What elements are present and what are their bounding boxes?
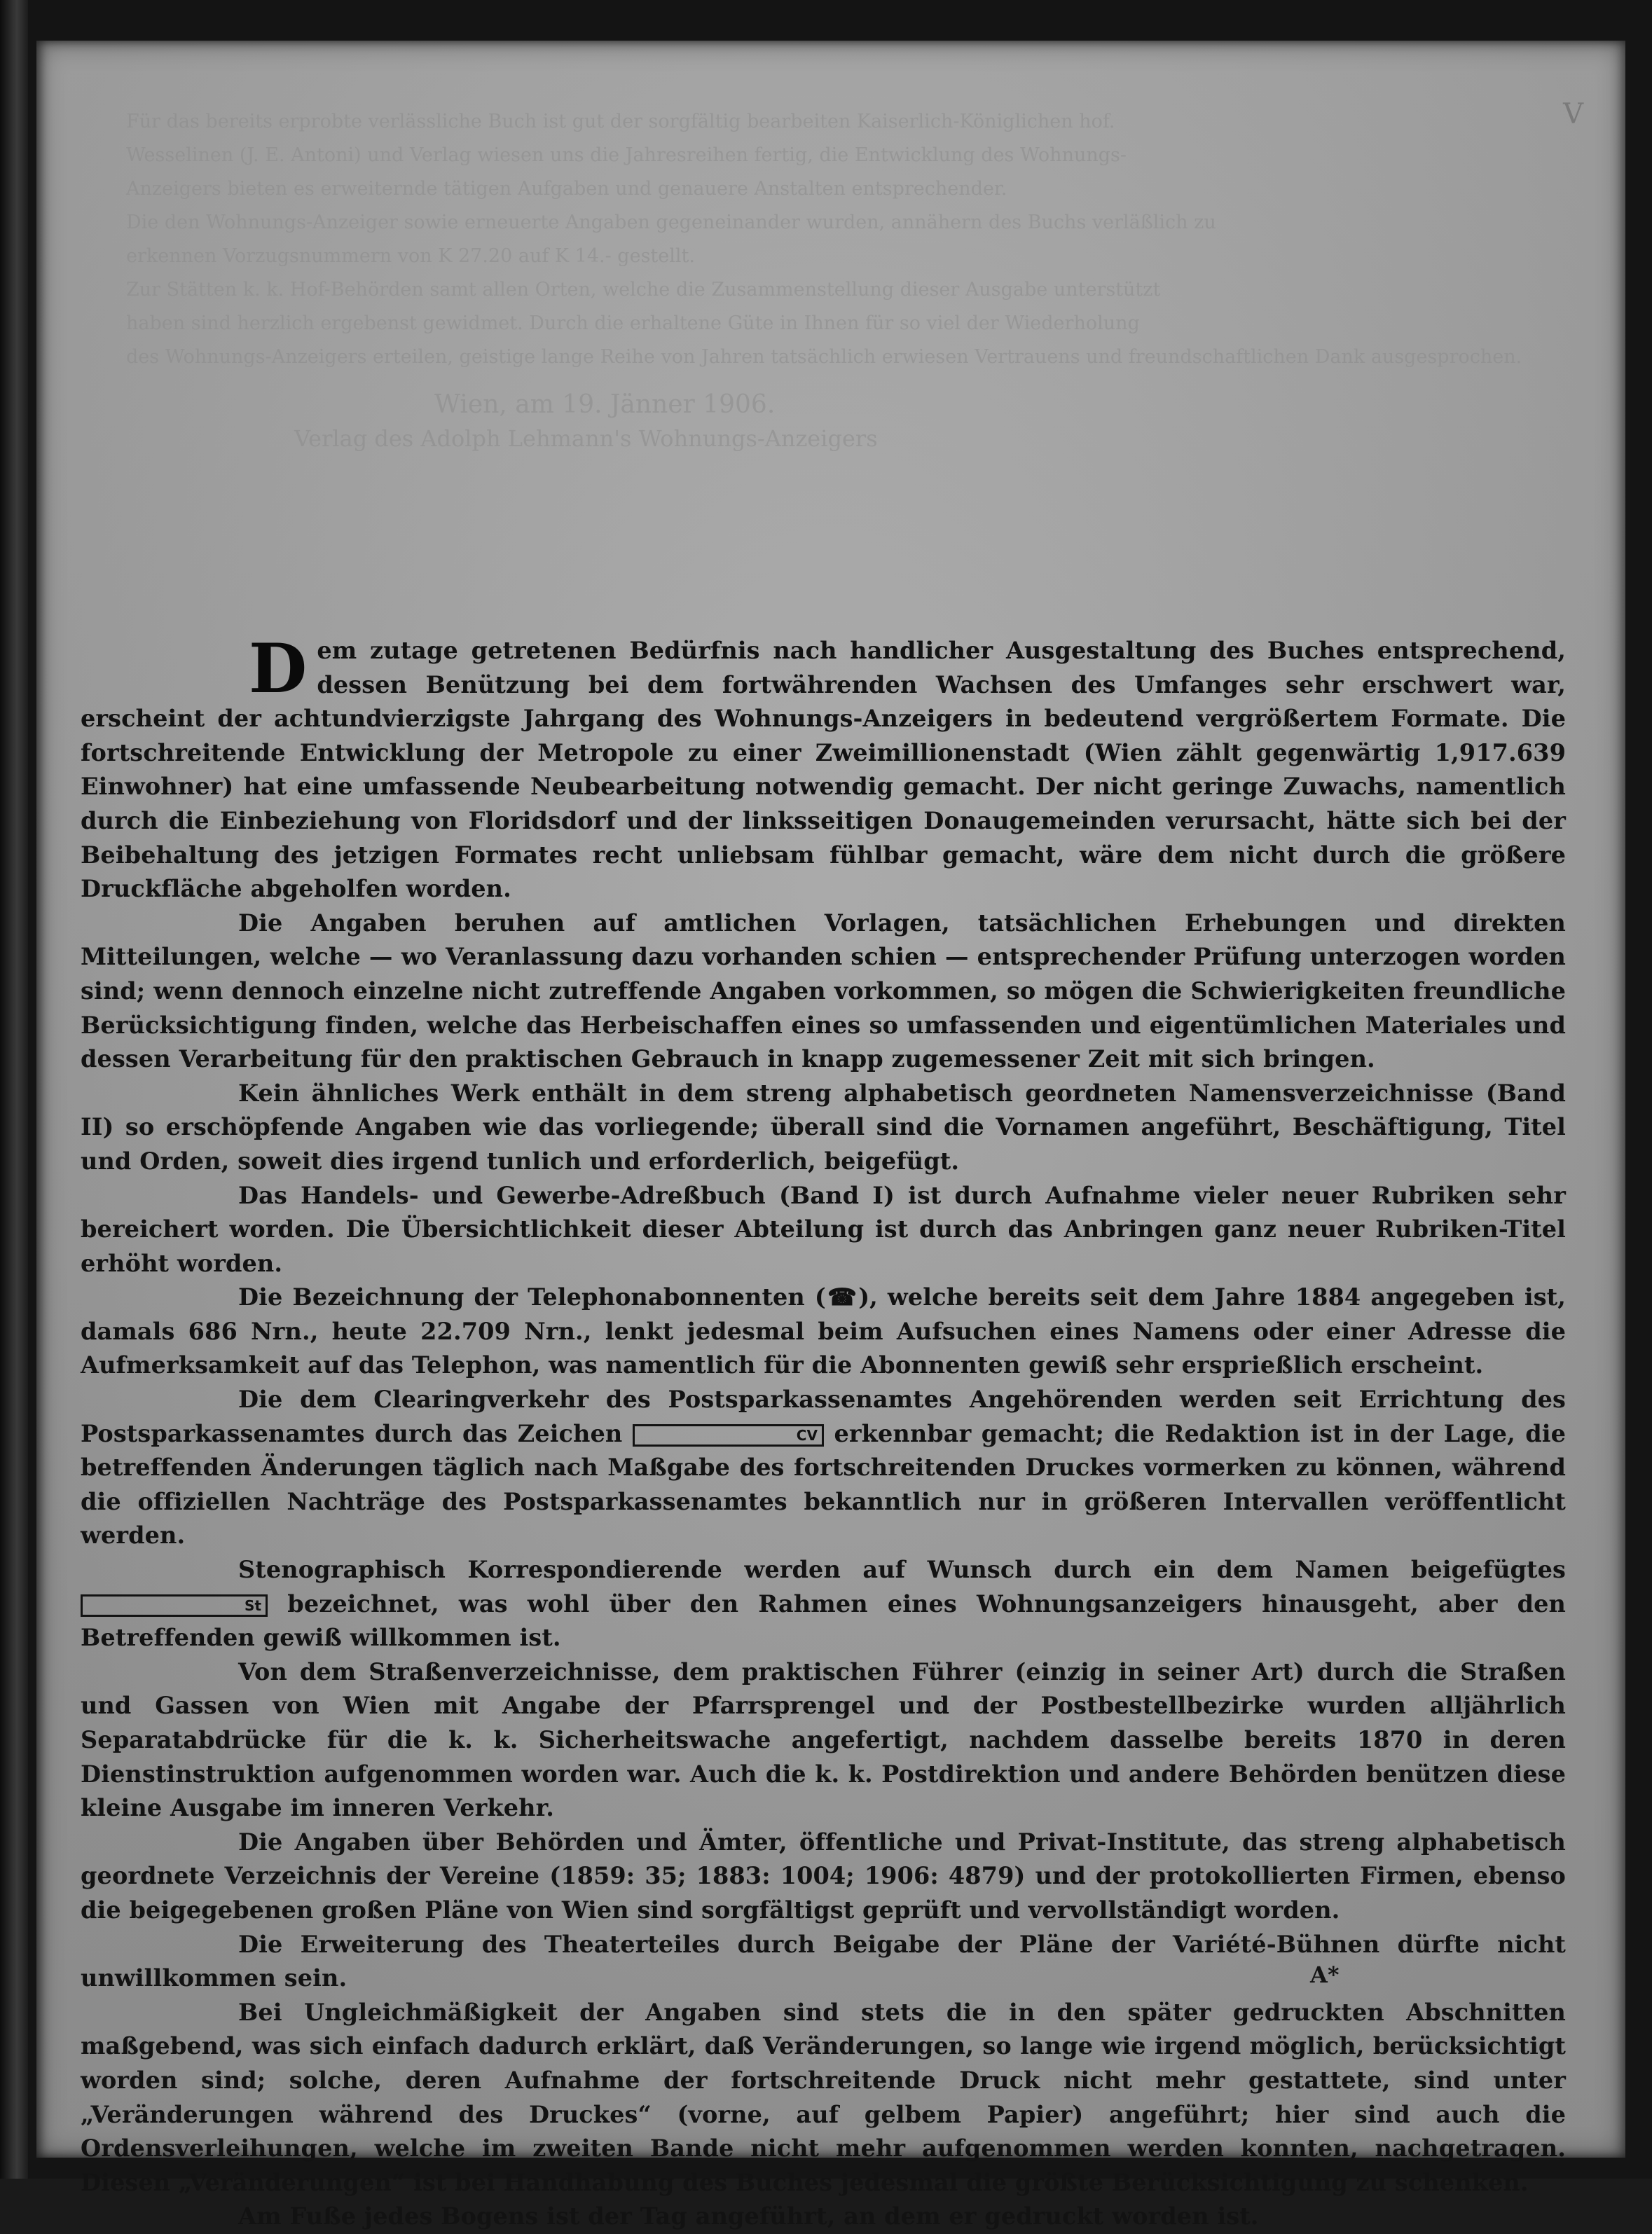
paragraph-intro-text: em zutage getretenen Bedürfnis nach handlicher Ausgestaltung des Buches entsprechend, dessen Benützung bei dem fortwährenden Wachsen des Umfanges sehr erschwert war, erscheint der achtundvierzigste Jahrgang des Wohnungs-Anzeigers in bedeutend vergrößertem Formate. Die fortschreitende Entwicklung der Metropole zu einer Zweimillionenstadt (Wien zählt gegenwärtig 1,917.639 Einwohner) hat eine umfassende Neubearbeitung notwendig gemacht. Der nicht geringe Zuwachs, namentlich durch die Einbeziehung von Floridsdorf und der linksseitigen Donaugemeinden verursacht, hätte sich bei der Beibehaltung des jetzigen Formates recht unliebsam fühlbar gemacht, wäre dem nicht durch die größere Druckfläche abgeholfen worden. — [81, 637, 1566, 903]
paragraph-clearing-text-b: erkennbar gemacht; die Redaktion ist in der Lage, die betreffenden Änderungen täglich nach Maßgabe des fortschreitenden Druckes vormerken zu können, während die offiziellen Nachträge des Postsparkassenamtes bekanntlich nur in größeren Intervallen veröffentlicht werden. — [81, 1419, 1566, 1550]
paragraph-trade-directory: Das Handels- und Gewerbe-Adreßbuch (Band I) ist durch Aufnahme vieler neuer Rubriken sehr bereichert worden. Die Übersichtlichkeit dieser Abteilung ist durch das Anbringen ganz neuer Rubriken-Titel erhöht worden. — [81, 1181, 1566, 1277]
main-body-text — [81, 629, 1566, 2234]
ghost-line: des Wohnungs-Anzeigers erteilen, geistige lange Reihe von Jahren tatsächlich erwiesen Vertrauens und freundschaftlichen Dank ausgesprochen. — [126, 346, 1522, 368]
adjacent-page-edge — [0, 0, 28, 2179]
paragraph-intro — [81, 629, 1566, 906]
paragraph-theater: Die Erweiterung des Theaterteiles durch Beigabe der Pläne der Variété-Bühnen dürfte nicht unwillkommen sein. — [81, 1930, 1566, 1992]
bleed-through-text — [84, 105, 1541, 455]
signature-mark: A* — [1310, 1961, 1340, 1988]
ghost-line: Zur Stätten k. k. Hof-Behörden samt allen Orten, welche die Zusammenstellung dieser Ausgabe unterstützt — [126, 279, 1161, 301]
paragraph-changes: Bei Ungleichmäßigkeit der Angaben sind stets die in den später gedruckten Abschnitten maßgebend, was sich einfach dadurch erklärt, daß Veränderungen, so lange wie irgend möglich, berücksichtigt worden sind; solche, deren Aufnahme der fortschreitende Druck nicht mehr gestattete, sind unter „Veränderungen während des Druckes“ (vorne, auf gelbem Papier) angeführt; hier sind auch die Ordensverleihungen, welche im zweiten Bande nicht mehr aufgenommen werden konnten, nachgetragen. Diesen „Veränderungen“ ist bei Handhabung des Buches jedesmal die größte Berücksichtigung zu schenken. — [81, 1998, 1566, 2196]
ghost-line: haben sind herzlich ergebenst gewidmet. Durch die erhaltene Güte in Ihnen für so viel der Wiederholung — [126, 312, 1140, 334]
page-corner-mark: V — [1563, 98, 1583, 130]
ghost-line: Anzeigers bieten es erweiternde tätigen Aufgaben und genauere Anstalten entsprechender. — [126, 178, 1007, 200]
paragraph-clearing — [81, 1383, 1566, 1553]
paragraph-print-date: Am Fuße jedes Bogens ist der Tag angeführt, an dem er gedruckt worden ist. — [238, 2202, 1259, 2230]
paragraph-sources: Die Angaben beruhen auf amtlichen Vorlagen, tatsächlichen Erhebungen und direkten Mitteilungen, welche — wo Veranlassung dazu vorhanden schien — entsprechender Prüfung unterzogen worden sind; wenn dennoch einzelne nicht zutreffende Angaben vorkommen, so mögen die Schwierigkeiten freundliche Berücksichtigung finden, welche das Herbeischaffen eines so umfassenden und eigentümlichen Materiales und dessen Verarbeitung für den praktischen Gebrauch in knapp zugemessener Zeit mit sich bringen. — [81, 909, 1566, 1073]
ghost-signature-sub: Verlag des Adolph Lehmann's Wohnungs-Anzeigers — [294, 425, 878, 452]
ghost-line: Für das bereits erprobte verlässliche Buch ist gut der sorgfältig bearbeiten Kaiserlich-Königlichen hof. — [126, 111, 1115, 132]
paragraph-authorities: Die Angaben über Behörden und Ämter, öffentliche und Privat-Institute, das streng alphabetisch geordnete Verzeichnis der Vereine (1859: 35; 1883: 1004; 1906: 4879) und der protokollierten Firmen, ebenso die beigegebenen großen Pläne von Wien sind sorgfältigst geprüft und vervollständigt worden. — [81, 1828, 1566, 1924]
telephone-icon: ☎ — [825, 1283, 859, 1311]
stenography-sign-icon: St — [81, 1594, 268, 1617]
ghost-line: Die den Wohnungs-Anzeiger sowie erneuerte Angaben gegeneinander wurden, annähern des Buchs verläßlich zu — [126, 212, 1216, 233]
paragraph-stenography-text-a: Stenographisch Korrespondierende werden auf Wunsch durch ein dem Namen beigefügtes — [238, 1556, 1566, 1584]
paragraph-telephone-text-b: ), welche bereits seit dem Jahre 1884 angegeben ist, damals 686 Nrn., heute 22.709 Nrn., lenkt jedesmal beim Aufsuchen eines Namens oder einer Adresse die Aufmerksamkeit auf das Telephon, was namentlich für die Abonnenten gewiß sehr ersprießlich erscheint. — [81, 1283, 1566, 1379]
ghost-line: Wesselinen (J. E. Antoni) und Verlag wiesen uns die Jahresreihen fertig, die Entwicklung des Wohnungs- — [126, 144, 1127, 166]
paragraph-telephone-text-a: Die Bezeichnung der Telephonabonnenten ( — [238, 1283, 826, 1311]
paragraph-clearing-text-a: Die dem Clearingverkehr des Postsparkassenamtes Angehörenden werden seit Errichtung des Postsparkassenamtes durch das Zeichen — [81, 1386, 1566, 1447]
ghost-line: erkennen Vorzugsnummern von K 27.20 auf K 14.- gestellt. — [126, 245, 695, 267]
paragraph-stenography — [81, 1553, 1566, 1655]
paragraph-name-index: Kein ähnliches Werk enthält in dem streng alphabetisch geordneten Namensverzeichnisse (Band II) so erschöpfende Angaben wie das vorliegende; überall sind die Vornamen angeführt, Beschäftigung, Titel und Orden, soweit dies irgend tunlich und erforderlich, beigefügt. — [81, 1079, 1566, 1175]
paragraph-stenography-text-b: bezeichnet, was wohl über den Rahmen eines Wohnungsanzeigers hinausgeht, aber den Betreffenden gewiß willkommen ist. — [81, 1590, 1566, 1652]
paragraph-telephone — [81, 1281, 1566, 1383]
clearing-sign-icon: CV — [633, 1424, 824, 1447]
dropcap-letter: D — [249, 629, 308, 708]
paragraph-street-index: Von dem Straßenverzeichnisse, dem praktischen Führer (einzig in seiner Art) durch die Straßen und Gassen von Wien mit Angabe der Pfarrsprengel und der Postbestellbezirke wurden alljährlich Separatabdrücke für die k. k. Sicherheitswache angefertigt, nachdem dasselbe bereits 1870 in deren Dienstinstruktion aufgenommen worden war. Auch die k. k. Postdirektion und andere Behörden benützen diese kleine Ausgabe im inneren Verkehr. — [81, 1657, 1566, 1822]
ghost-signature-line: Wien, am 19. Jänner 1906. — [434, 390, 776, 419]
